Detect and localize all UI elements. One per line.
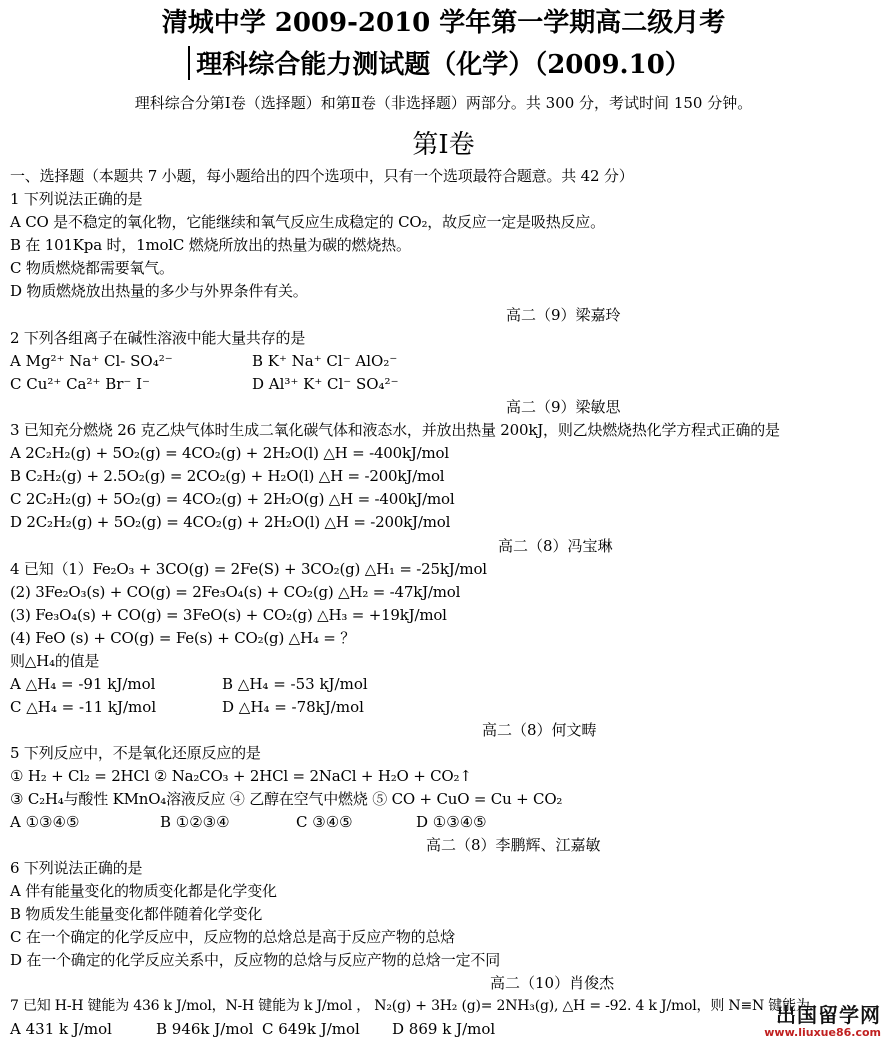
q2-option-a: A Mg²⁺ Na⁺ Cl- SO₄²⁻ [10, 352, 173, 370]
q4-line-4: (4) FeO (s) + CO(g) = Fe(s) + CO₂(g) △H₄ = ？ [10, 629, 356, 647]
q3-option-c: C 2C₂H₂(g) + 5O₂(g) = 4CO₂(g) + 2H₂O(g) △H = -400kJ/mol [10, 490, 455, 508]
q1-stem: 1 下列说法正确的是 [10, 190, 143, 208]
q2-author: 高二（9）梁敏思 [506, 398, 621, 416]
q4-option-d: D △H₄ = -78kJ/mol [222, 698, 364, 716]
q5-option-b: B ①②③④ [160, 813, 230, 831]
q1-author: 高二（9）梁嘉玲 [506, 306, 621, 324]
q4-line-3: (3) Fe₃O₄(s) + CO(g) = 3FeO(s) + CO₂(g) △H₃ = +19kJ/mol [10, 606, 447, 624]
q6-author: 高二（10）肖俊杰 [490, 974, 615, 992]
q4-option-c: C △H₄ = -11 kJ/mol [10, 698, 157, 716]
q5-stem: 5 下列反应中，不是氧化还原反应的是 [10, 744, 261, 762]
q3-option-d: D 2C₂H₂(g) + 5O₂(g) = 4CO₂(g) + 2H₂O(l) △H = -200kJ/mol [10, 513, 451, 531]
section-heading: 一、选择题（本题共 7 小题，每小题给出的四个选项中，只有一个选项最符合题意。共 42 分） [10, 167, 634, 185]
exam-title: 清城中学 2009-2010 学年第一学期高二级月考 [161, 8, 726, 38]
q2-option-d: D Al³⁺ K⁺ Cl⁻ SO₄²⁻ [252, 375, 399, 393]
site-watermark [764, 999, 881, 1039]
q6-stem: 6 下列说法正确的是 [10, 859, 143, 877]
q4-option-b: B △H₄ = -53 kJ/mol [222, 675, 368, 693]
q1-option-c: C 物质燃烧都需要氧气。 [10, 259, 174, 277]
q6-option-a: A 伴有能量变化的物质变化都是化学变化 [10, 882, 277, 900]
q5-option-c: C ③④⑤ [296, 813, 353, 831]
q7-option-a: A 431 k J/mol [10, 1020, 112, 1038]
q4-line-5: 则△H₄的值是 [10, 652, 100, 670]
q6-option-d: D 在一个确定的化学反应关系中，反应物的总焓与反应产物的总焓一定不同 [10, 951, 500, 969]
q7-stem: 7 已知 H-H 键能为 436 k J/mol，N-H 键能为 k J/mol ， N₂(g) + 3H₂ (g)= 2NH₃(g), △H = -92. 4 k J/mol，则 N≡N 键能为 [10, 998, 810, 1014]
q4-line-1: 4 已知（1）Fe₂O₃ + 3CO(g) = 2Fe(S) + 3CO₂(g) △H₁ = -25kJ/mol [10, 560, 487, 578]
text-cursor [188, 46, 190, 80]
q5-author: 高二（8）李鹏辉、江嘉敏 [426, 836, 601, 854]
q5-line-2: ③ C₂H₄与酸性 KMnO₄溶液反应 ④ 乙醇在空气中燃烧 ⑤ CO + CuO = Cu + CO₂ [10, 790, 563, 808]
q7-option-b: B 946k J/mol [156, 1020, 254, 1038]
exam-subtitle: 理科综合能力测试题（化学）（2009.10） [196, 50, 691, 80]
q7-option-c: C 649k J/mol [262, 1020, 360, 1038]
q2-option-b: B K⁺ Na⁺ Cl⁻ AlO₂⁻ [252, 352, 398, 370]
part-heading: 第Ⅰ卷 [412, 130, 475, 160]
q6-option-b: B 物质发生能量变化都伴随着化学变化 [10, 905, 263, 923]
q4-line-2: (2) 3Fe₂O₃(s) + CO(g) = 2Fe₃O₄(s) + CO₂(g) △H₂ = -47kJ/mol [10, 583, 461, 601]
watermark-text: 出国留学网 [776, 1003, 881, 1027]
q3-option-a: A 2C₂H₂(g) + 5O₂(g) = 4CO₂(g) + 2H₂O(l) △H = -400kJ/mol [10, 444, 449, 462]
q5-option-a: A ①③④⑤ [10, 813, 80, 831]
q7-option-d: D 869 k J/mol [392, 1020, 496, 1038]
q4-author: 高二（8）何文畴 [482, 721, 597, 739]
q5-option-d: D ①③④⑤ [416, 813, 487, 831]
watermark-url: www.liuxue86.com [764, 1026, 881, 1039]
q1-option-d: D 物质燃烧放出热量的多少与外界条件有关。 [10, 282, 308, 300]
q4-option-a: A △H₄ = -91 kJ/mol [10, 675, 156, 693]
q5-line-1: ① H₂ + Cl₂ = 2HCl ② Na₂CO₃ + 2HCl = 2NaCl + H₂O + CO₂↑ [10, 767, 472, 785]
q3-stem: 3 已知充分燃烧 26 克乙炔气体时生成二氧化碳气体和液态水，并放出热量 200kJ，则乙炔燃烧热化学方程式正确的是 [10, 421, 780, 439]
exam-intro: 理科综合分第Ⅰ卷（选择题）和第Ⅱ卷（非选择题）两部分。共 300 分，考试时间 150 分钟。 [134, 94, 753, 112]
q1-option-b: B 在 101Kpa 时，1molC 燃烧所放出的热量为碳的燃烧热。 [10, 236, 411, 254]
q6-option-c: C 在一个确定的化学反应中，反应物的总焓总是高于反应产物的总焓 [10, 928, 456, 946]
q3-option-b: B C₂H₂(g) + 2.5O₂(g) = 2CO₂(g) + H₂O(l) △H = -200kJ/mol [10, 467, 445, 485]
q1-option-a: A CO 是不稳定的氧化物，它能继续和氧气反应生成稳定的 CO₂，故反应一定是吸热反应。 [10, 213, 605, 231]
q2-option-c: C Cu²⁺ Ca²⁺ Br⁻ I⁻ [10, 375, 150, 393]
q2-stem: 2 下列各组离子在碱性溶液中能大量共存的是 [10, 329, 306, 347]
q3-author: 高二（8）冯宝琳 [498, 537, 613, 555]
